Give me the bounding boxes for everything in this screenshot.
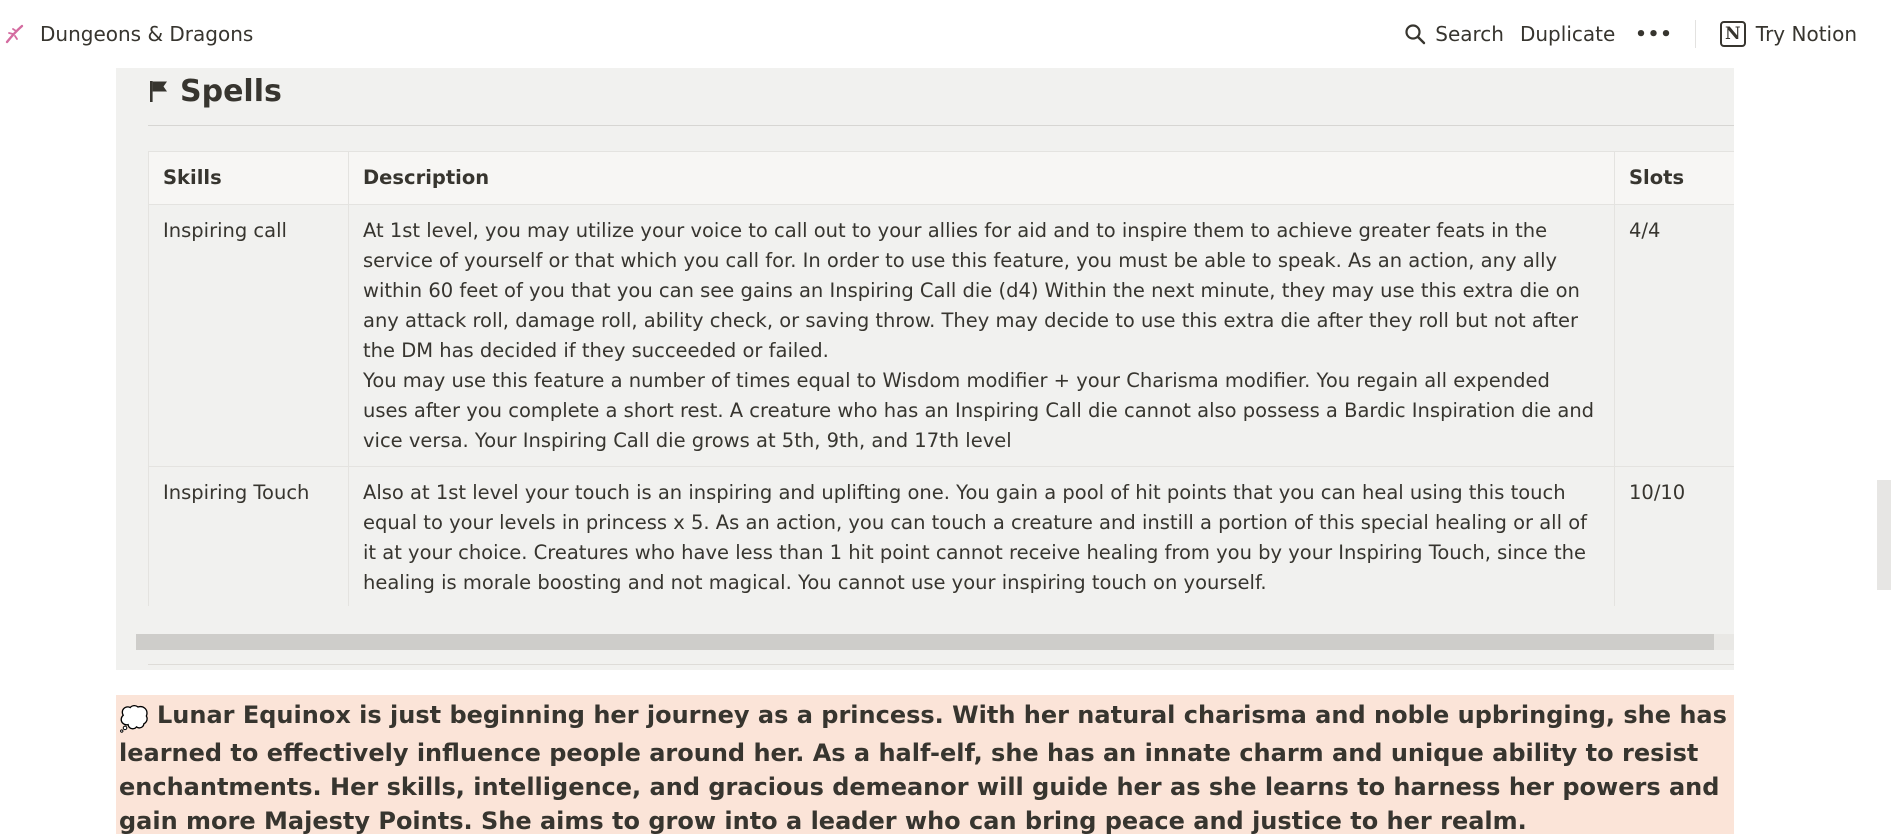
spells-heading[interactable]	[148, 70, 282, 112]
workspace-breadcrumb[interactable]	[4, 22, 253, 46]
table-bottom-divider	[148, 664, 1734, 665]
column-header-skills[interactable]: Skills	[149, 152, 349, 205]
callout-block	[116, 695, 1734, 834]
duplicate-button[interactable]: Duplicate	[1519, 22, 1616, 46]
description-paragraph: You may use this feature a number of times equal to Wisdom modifier + your Charisma modifier. You regain all expended uses after you complete a short rest. A creature who has an Inspiring Call die cannot also possess a Bardic Inspiration die and vice versa. Your Inspiring Call die grows at 5th, 9th, and 17th level	[363, 369, 1595, 452]
page-scrollbar-thumb[interactable]	[1877, 480, 1891, 590]
more-options-button[interactable]	[1623, 18, 1685, 51]
flag-icon	[148, 79, 170, 103]
table-row[interactable]	[149, 467, 1735, 607]
more-icon: •••	[1635, 23, 1673, 45]
callout-body: Lunar Equinox is just beginning her journey as a princess. With her natural charisma and noble upbringing, she has learned to effectively influence people around her. As a half-elf, she has an innate charm and unique ability to resist enchantments. Her skills, intelligence, and gracious demeanor will guide her as she learns to harness her powers and gain more Majesty Points. She aims to grow into a leader who can bring peace and justice to her realm.	[119, 701, 1727, 835]
description-cell[interactable]	[349, 467, 1615, 607]
column-header-description[interactable]: Description	[349, 152, 1615, 205]
slots-cell[interactable]: 10/10	[1615, 467, 1735, 607]
spells-table-scroll	[148, 151, 1734, 606]
spells-table	[148, 151, 1734, 606]
thought-bubble-icon: 💭	[119, 705, 149, 733]
description-paragraph: At 1st level, you may utilize your voice to call out to your allies for aid and to inspire them to achieve greater feats in the service of yourself or that which you call for. In order to use this feature, you must be able to speak. As an action, any ally within 60 feet of you that you can see gains an Inspiring Call die (d4) Within the next minute, they may use this extra die on any attack roll, damage roll, ability check, or saving throw. They may decide to use this extra die after they roll but not after the DM has decided if they succeeded or failed.	[363, 219, 1580, 362]
feather-icon	[4, 23, 26, 45]
search-icon	[1404, 23, 1426, 45]
try-notion-label: Try Notion	[1755, 22, 1857, 46]
search-button[interactable]	[1396, 16, 1512, 52]
column-header-slots[interactable]: Slots	[1615, 152, 1735, 205]
notion-logo-icon: N	[1720, 21, 1746, 47]
try-notion-button[interactable]	[1712, 15, 1865, 53]
topbar	[0, 0, 1891, 68]
top-actions	[1396, 0, 1891, 68]
slots-cell[interactable]: 4/4	[1615, 205, 1735, 467]
callout-text	[119, 698, 1729, 838]
description-paragraph: Also at 1st level your touch is an inspiring and uplifting one. You gain a pool of hit points that you can heal using this touch equal to your levels in princess x 5. As an action, you can touch a creature and instill a portion of this special healing or all of it at your choice. Creatures who have less than 1 hit point cannot receive healing from you by your Inspiring Touch, since the healing is morale boosting and not magical. You cannot use your inspiring touch on yourself.	[363, 481, 1588, 594]
horizontal-scrollbar[interactable]	[136, 634, 1734, 650]
spells-title: Spells	[180, 73, 282, 109]
topbar-divider	[1695, 20, 1696, 48]
table-header-row	[149, 152, 1735, 205]
spells-toggle-block	[116, 68, 1734, 670]
heading-divider	[148, 125, 1734, 126]
horizontal-scrollbar-thumb[interactable]	[136, 634, 1714, 650]
table-row[interactable]	[149, 205, 1735, 467]
skill-cell[interactable]: Inspiring call	[149, 205, 349, 467]
page-title: Dungeons & Dragons	[40, 22, 254, 46]
skill-cell[interactable]: Inspiring Touch	[149, 467, 349, 607]
description-cell[interactable]	[349, 205, 1615, 467]
search-label: Search	[1435, 22, 1504, 46]
